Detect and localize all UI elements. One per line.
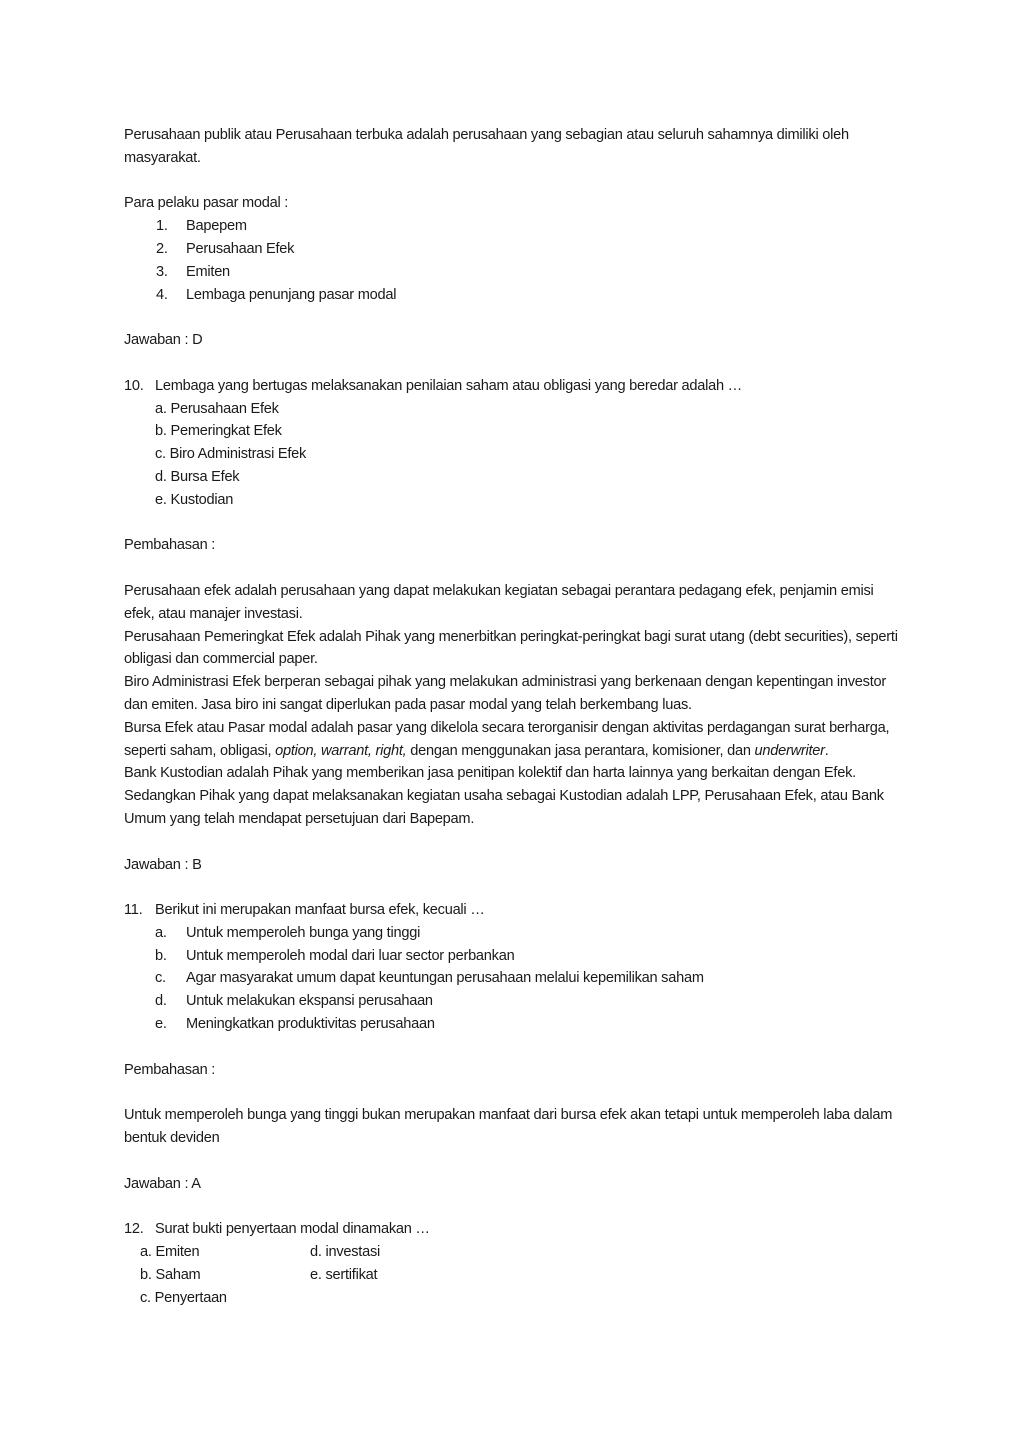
option: c. Agar masyarakat umum dapat keuntungan perusahaan melalui kepemilikan saham (155, 970, 704, 987)
option: d. Untuk melakukan ekspansi perusahaan (155, 993, 433, 1010)
option: a. Emiten (140, 1244, 200, 1261)
list-item: 4. Lembaga penunjang pasar modal (156, 286, 397, 303)
public-company-definition: Perusahaan publik atau Perusahaan terbuka adalah perusahaan yang sebagian atau seluruh sahamnya dimiliki oleh masyarakat. (124, 127, 849, 166)
question-text: Lembaga yang bertugas melaksanakan penilaian saham atau obligasi yang beredar adalah … (155, 377, 742, 394)
discussion-paragraph: Bank Kustodian adalah Pihak yang memberikan jasa penitipan kolektif dan harta lainnya yang berkaitan dengan Efek. Sedangkan Pihak yang dapat melaksanakan kegiatan usaha sebagai Kustodian adalah LPP, Perusahaan Efek, atau Bank Umum yang telah mendapat persetujuan dari Bapepam. (124, 765, 884, 827)
option-row (124, 1264, 904, 1287)
question-number: 10. (124, 377, 144, 394)
option: d. investasi (310, 1244, 381, 1261)
list-item: 2. Perusahaan Efek (156, 240, 295, 257)
question-number: 12. (124, 1221, 144, 1238)
list-item: 3. Emiten (156, 263, 230, 280)
question-11-options (124, 922, 904, 1036)
option: c. Biro Administrasi Efek (155, 446, 307, 463)
option: c. Penyertaan (140, 1289, 227, 1306)
option: d. Bursa Efek (155, 468, 240, 485)
answer-line: Jawaban : B (124, 856, 202, 873)
discussion-paragraph: Untuk memperoleh bunga yang tinggi bukan merupakan manfaat dari bursa efek akan tetapi untuk memperoleh laba dalam bentuk deviden (124, 1107, 893, 1147)
question-12-options (124, 1241, 904, 1309)
question-11 (124, 899, 904, 922)
answer-line: Jawaban : D (124, 332, 203, 349)
option: e. Meningkatkan produktivitas perusahaan (155, 1016, 435, 1033)
option: e. sertifikat (310, 1266, 378, 1283)
discussion-paragraph: Perusahaan Pemeringkat Efek adalah Pihak yang menerbitkan peringkat-peringkat bagi surat utang (debt securities), seperti obligasi dan commercial paper. (124, 628, 898, 668)
discussion-label: Pembahasan : (124, 1061, 216, 1078)
option: a. Perusahaan Efek (155, 400, 279, 417)
option: b. Untuk memperoleh modal dari luar sector perbankan (155, 947, 515, 964)
list-item: 1. Bapepem (156, 218, 247, 235)
option: b. Saham (140, 1266, 201, 1283)
question-text: Berikut ini merupakan manfaat bursa efek, kecuali … (155, 902, 485, 919)
option: b. Pemeringkat Efek (155, 423, 282, 440)
discussion-paragraph: Bursa Efek atau Pasar modal adalah pasar yang dikelola secara terorganisir dengan aktivitas perdagangan surat berharga, seperti saham, obligasi, option, warrant, right, dengan menggunakan jasa perantara, komisioner, dan underwriter. (124, 719, 890, 759)
discussion-paragraph: Biro Administrasi Efek berperan sebagai pihak yang melakukan administrasi yang berkenaan dengan kepentingan investor dan emiten. Jasa biro ini sangat diperlukan pada pasar modal yang telah berkembang luas. (124, 674, 886, 713)
question-12 (124, 1218, 904, 1241)
market-participants-list (124, 215, 904, 306)
document-page (124, 124, 904, 1309)
question-number: 11. (124, 902, 143, 919)
option-row (124, 1287, 904, 1310)
option: e. Kustodian (155, 491, 234, 508)
option-row (124, 1241, 904, 1264)
question-text: Surat bukti penyertaan modal dinamakan … (155, 1221, 430, 1238)
option: a. Untuk memperoleh bunga yang tinggi (155, 924, 421, 941)
discussion-label: Pembahasan : (124, 537, 216, 554)
question-10 (124, 375, 904, 398)
answer-line: Jawaban : A (124, 1175, 201, 1192)
discussion-paragraph: Perusahaan efek adalah perusahaan yang dapat melakukan kegiatan sebagai perantara pedagang efek, penjamin emisi efek, atau manajer investasi. (124, 582, 874, 622)
question-10-options (124, 398, 904, 512)
market-participants-title: Para pelaku pasar modal : (124, 195, 289, 212)
